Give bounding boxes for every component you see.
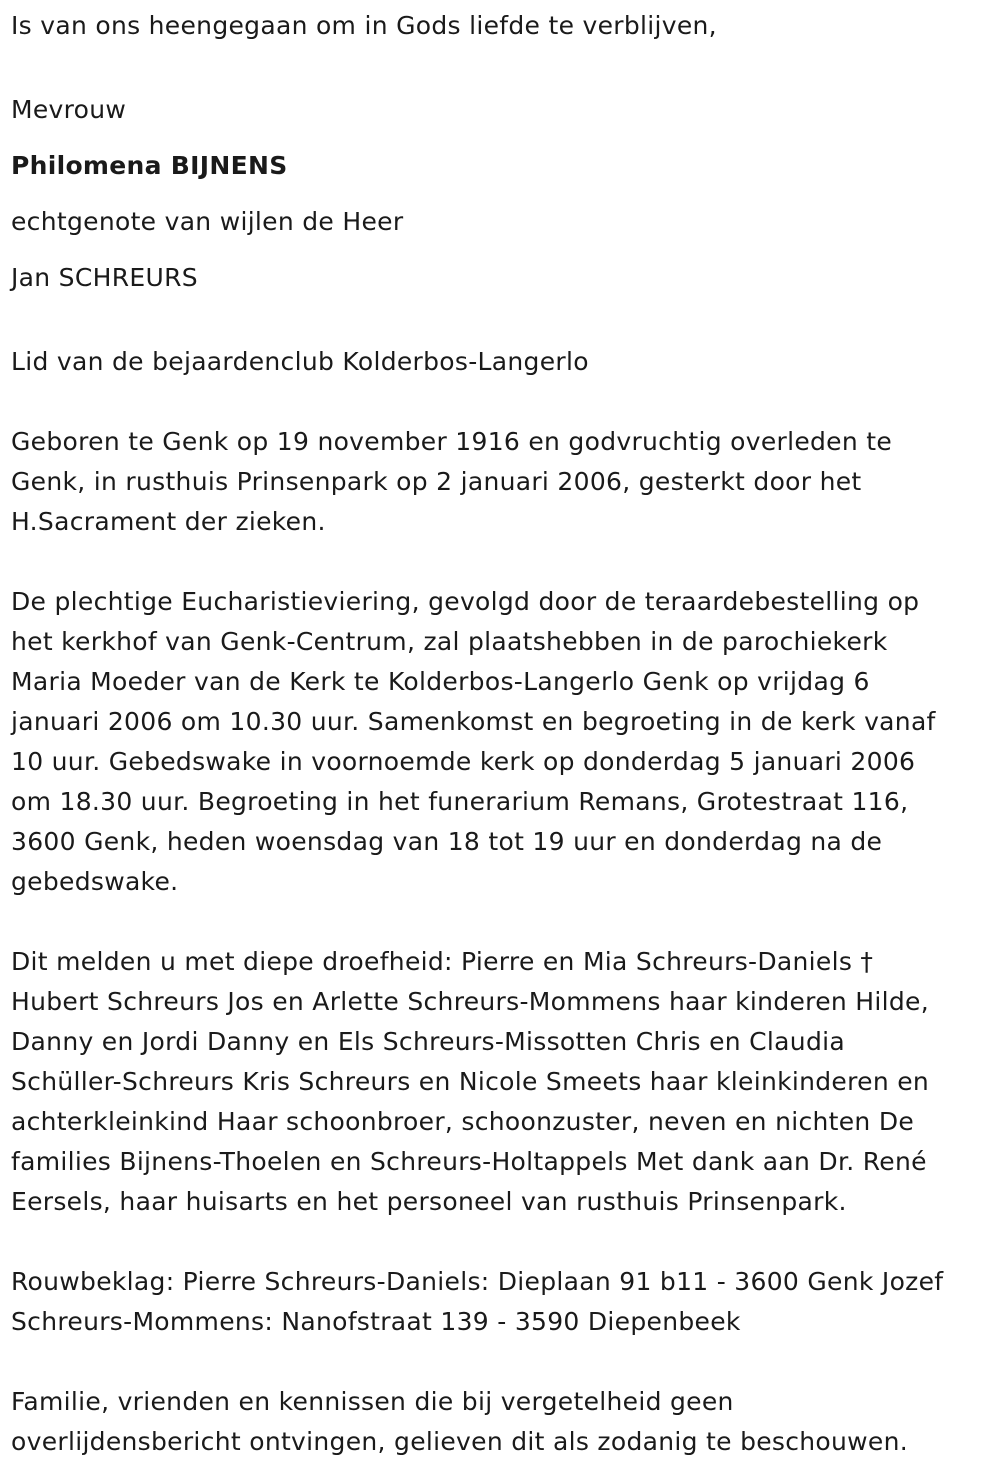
birth-death-paragraph (11, 422, 986, 542)
deceased-block (11, 86, 986, 302)
opening-line: Is van ons heengegaan om in Gods liefde te verblijven, (11, 11, 717, 40)
paragraph-line: Geboren te Genk op 19 november 1916 en godvruchtig overleden te (11, 427, 893, 456)
paragraph-line: Eersels, haar huisarts en het personeel van rusthuis Prinsenpark. (11, 1187, 847, 1216)
paragraph-line: Genk, in rusthuis Prinsenpark op 2 januari 2006, gesterkt door het (11, 467, 862, 496)
paragraph-line: Rouwbeklag: Pierre Schreurs-Daniels: Dieplaan 91 b11 - 3600 Genk Jozef (11, 1267, 944, 1296)
paragraph-line: 10 uur. Gebedswake in voornoemde kerk op donderdag 5 januari 2006 (11, 747, 916, 776)
paragraph-line: De plechtige Eucharistieviering, gevolgd door de teraardebestelling op (11, 587, 920, 616)
paragraph-line: 3600 Genk, heden woensdag van 18 tot 19 uur en donderdag na de (11, 827, 883, 856)
paragraph-line: Danny en Jordi Danny en Els Schreurs-Missotten Chris en Claudia (11, 1027, 845, 1056)
paragraph-line: achterkleinkind Haar schoonbroer, schoonzuster, neven en nichten De (11, 1107, 915, 1136)
membership: Lid van de bejaardenclub Kolderbos-Langerlo (11, 347, 589, 376)
paragraph-line: januari 2006 om 10.30 uur. Samenkomst en begroeting in de kerk vanaf (11, 707, 936, 736)
title: Mevrouw (11, 95, 127, 124)
paragraph-line: Schreurs-Mommens: Nanofstraat 139 - 3590 Diepenbeek (11, 1307, 741, 1336)
obituary-document (11, 6, 986, 1462)
paragraph-line: het kerkhof van Genk-Centrum, zal plaatshebben in de parochiekerk (11, 627, 888, 656)
deceased-name: Philomena BIJNENS (11, 151, 288, 180)
paragraph-line: H.Sacrament der zieken. (11, 507, 326, 536)
paragraph-line: families Bijnens-Thoelen en Schreurs-Holtappels Met dank aan Dr. René (11, 1147, 927, 1176)
relation: echtgenote van wijlen de Heer (11, 207, 404, 236)
paragraph-line: Schüller-Schreurs Kris Schreurs en Nicole Smeets haar kleinkinderen en (11, 1067, 930, 1096)
paragraph-line: Hubert Schreurs Jos en Arlette Schreurs-Mommens haar kinderen Hilde, (11, 987, 929, 1016)
paragraph-line: om 18.30 uur. Begroeting in het funerarium Remans, Grotestraat 116, (11, 787, 909, 816)
paragraph-line: gebedswake. (11, 867, 179, 896)
paragraph-line: Familie, vrienden en kennissen die bij vergetelheid geen (11, 1387, 734, 1416)
ceremony-paragraph (11, 582, 986, 902)
closing-paragraph (11, 1382, 986, 1462)
paragraph-line: overlijdensbericht ontvingen, gelieven dit als zodanig te beschouwen. (11, 1427, 908, 1456)
paragraph-line: Dit melden u met diepe droefheid: Pierre en Mia Schreurs-Daniels † (11, 947, 874, 976)
spouse-name: Jan SCHREURS (11, 263, 198, 292)
paragraph-line: Maria Moeder van de Kerk te Kolderbos-Langerlo Genk op vrijdag 6 (11, 667, 870, 696)
announcement-paragraph (11, 942, 986, 1222)
condolences-paragraph (11, 1262, 986, 1342)
